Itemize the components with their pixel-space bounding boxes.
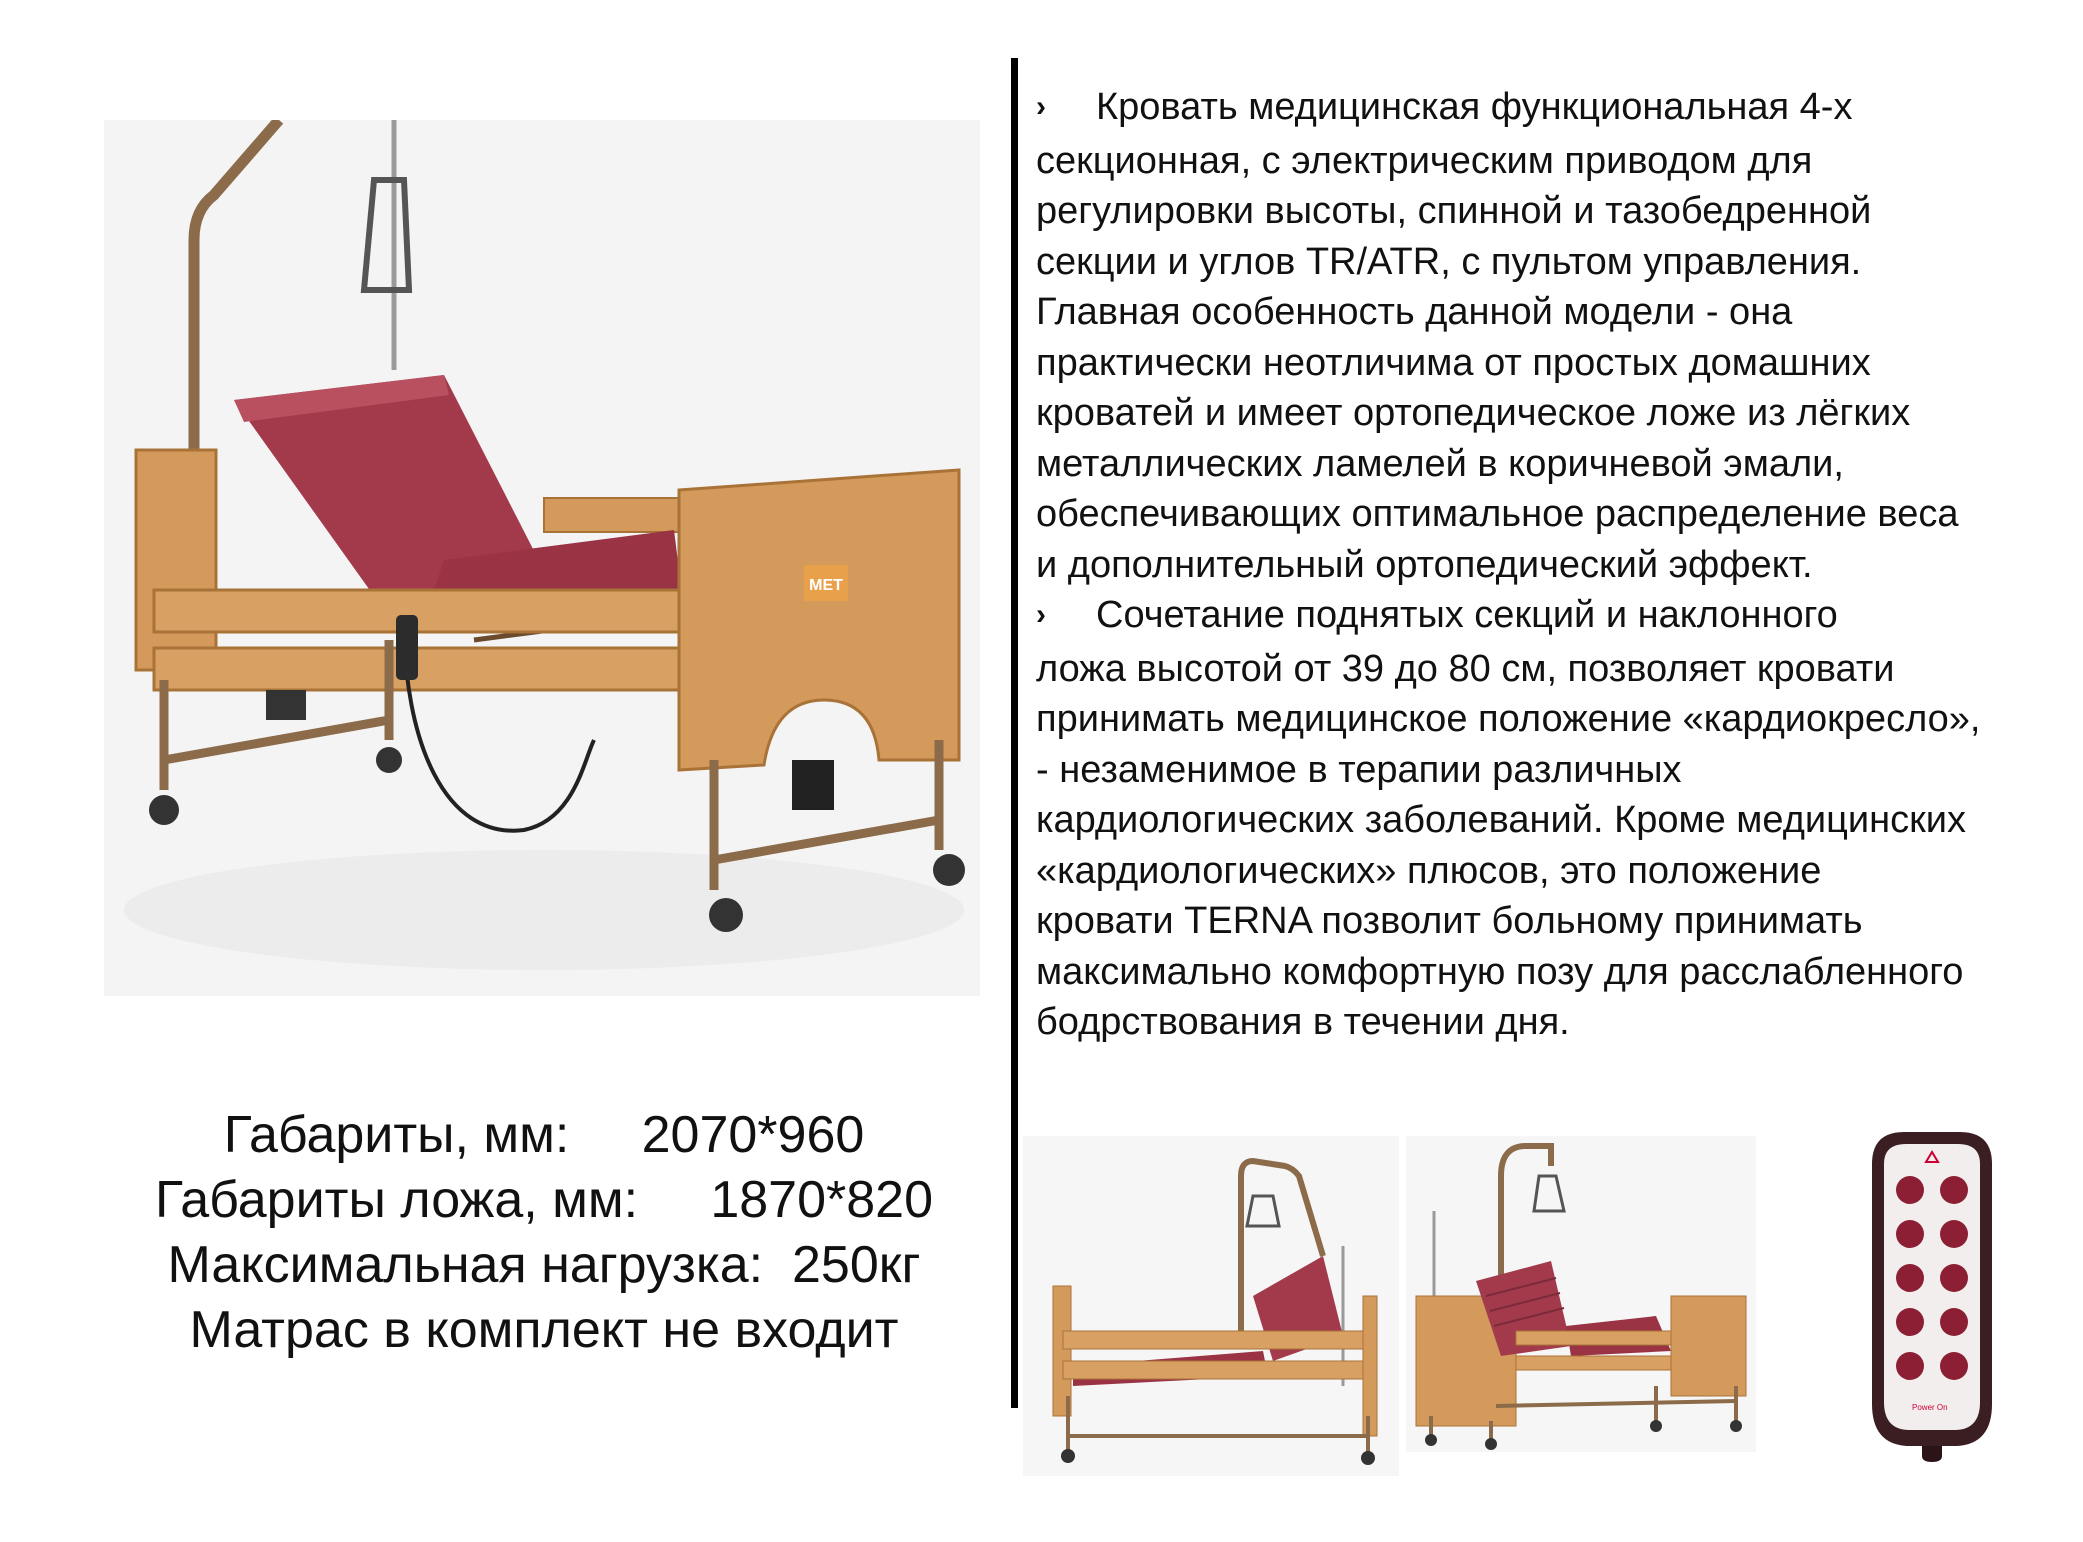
description-paragraph-1 [1036, 82, 2076, 590]
line: ложа высотой от 39 до 80 см, позволяет кровати [1036, 647, 1895, 690]
line: максимально комфортную позу для расслабленного [1036, 950, 1964, 993]
remote-control-image [1862, 1124, 2002, 1464]
description-paragraph-2 [1036, 590, 2076, 1048]
line: кроватей и имеет ортопедическое ложе из лёгких [1036, 392, 1911, 434]
bed-thumbnail-side [1406, 1136, 1756, 1452]
product-description [1036, 82, 2076, 1048]
line: практически неотличима от простых домашних [1036, 341, 1871, 384]
line: принимать медицинское положение «кардиокресло», [1036, 698, 1981, 740]
spec-max-load: Максимальная нагрузка: 250кг [167, 1236, 921, 1294]
line: регулировки высоты, спинной и тазобедренной [1036, 190, 1872, 232]
spec-dimensions: Габариты, мм: 2070*960 [223, 1106, 865, 1164]
line: Сочетание поднятых секций и наклонного [1096, 594, 1838, 636]
spec-mattress-note: Матрас в комплект не входит [189, 1301, 899, 1359]
line: «кардиологических» плюсов, это положение [1036, 849, 1822, 892]
line: Кровать медицинская функциональная 4-х [1096, 86, 1853, 128]
brand-logo: MET [809, 577, 843, 594]
line: кровати TERNA позволит больному принимать [1036, 900, 1863, 942]
line: Главная особенность данной модели - она [1036, 291, 1793, 333]
bullet-icon: › [1036, 598, 1046, 631]
main-bed-photo [104, 120, 980, 996]
line: секции и углов TR/ATR, с пультом управления. [1036, 240, 1862, 283]
product-specs [60, 1103, 1028, 1363]
line: секционная, с электрическим приводом для [1036, 139, 1813, 182]
line: бодрствования в течении дня. [1036, 1001, 1570, 1043]
remote-power-label: Power On [1912, 1403, 1948, 1412]
line: кардиологических заболеваний. Кроме медицинских [1036, 799, 1966, 841]
line: - незаменимое в терапии различных [1036, 748, 1682, 791]
bullet-icon: › [1036, 90, 1046, 123]
spec-bed-dimensions: Габариты ложа, мм: 1870*820 [155, 1171, 933, 1229]
line: и дополнительный ортопедический эффект. [1036, 543, 1813, 586]
bed-thumbnail-front [1023, 1136, 1399, 1476]
line: металлических ламелей в коричневой эмали, [1036, 442, 1844, 485]
line: обеспечивающих оптимальное распределение веса [1036, 493, 1959, 535]
